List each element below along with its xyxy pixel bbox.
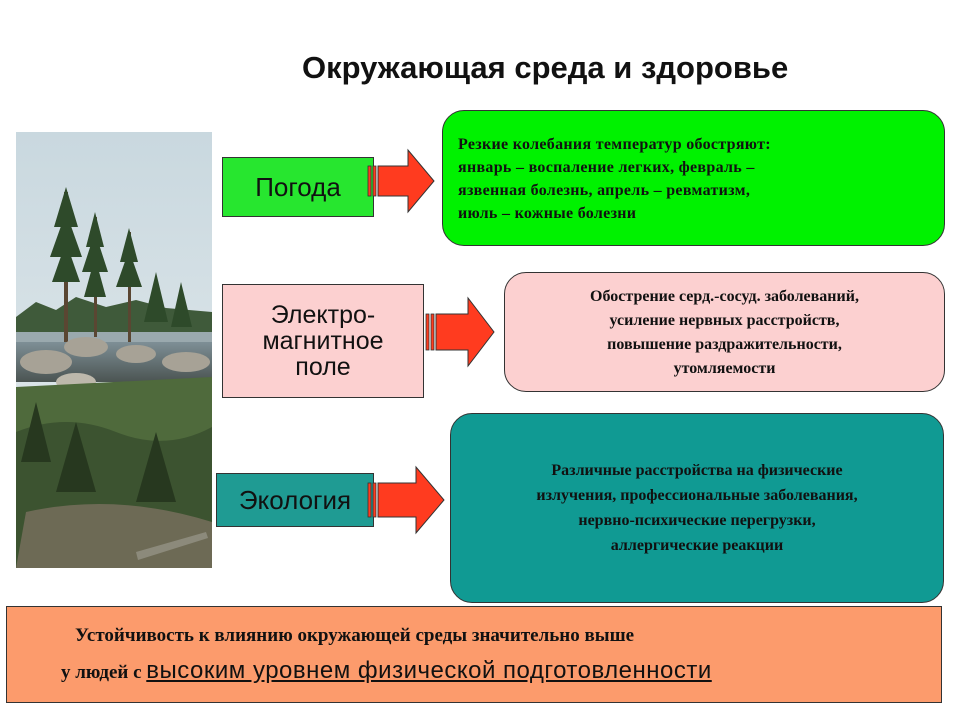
effect-line: язвенная болезнь, апрель – ревматизм,: [458, 182, 751, 199]
effect-line: утомляемости: [673, 360, 776, 377]
category-electromagnetic-field: [222, 284, 424, 398]
effect-line: повышение раздражительности,: [607, 336, 842, 353]
landscape-photo: [16, 132, 212, 568]
effect-line: усиление нервных расстройств,: [609, 312, 840, 329]
arrow-right-icon: [366, 146, 436, 216]
conclusion-emphasis: высоким уровнем физической подготовленности: [146, 657, 712, 684]
category-ecology: Экология: [216, 473, 374, 527]
effect-line: нервно-психические перегрузки,: [578, 512, 816, 529]
conclusion-prefix: у людей с: [61, 662, 147, 683]
effect-weather: [442, 110, 945, 246]
conclusion-line-1: Устойчивость к влиянию окружающей среды значительно выше: [75, 625, 635, 646]
effect-line: Резкие колебания температур обостряют:: [458, 136, 771, 153]
category-weather: Погода: [222, 157, 374, 217]
slide-title: Окружающая среда и здоровье: [302, 50, 789, 85]
effect-line: Различные расстройства на физические: [551, 462, 843, 479]
conclusion-line-2: [61, 657, 712, 685]
conclusion-box: [6, 606, 942, 703]
effect-line: январь – воспаление легких, февраль –: [458, 159, 755, 176]
effect-line: аллергические реакции: [610, 537, 784, 554]
arrow-right-icon: [424, 296, 496, 368]
effect-electromagnetic: [504, 272, 945, 392]
category-electromagnetic-label: Электро- магнитное поле: [262, 301, 384, 381]
arrow-right-icon: [366, 465, 446, 535]
effect-line: Обострение серд.-сосуд. заболеваний,: [590, 288, 859, 305]
effect-line: излучения, профессиональные заболевания,: [536, 487, 858, 504]
effect-ecology: [450, 413, 944, 603]
effect-line: июль – кожные болезни: [458, 205, 637, 222]
